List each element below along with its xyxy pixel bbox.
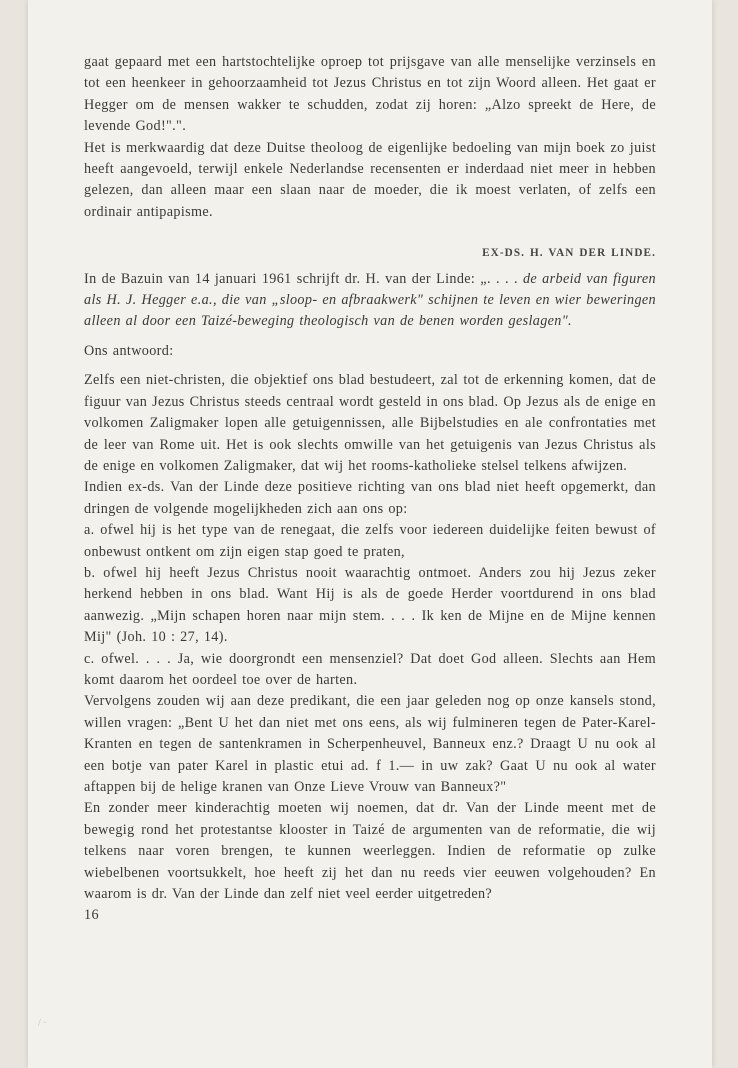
quote-italic: de arbeid van figuren als H. J. Hegger e.a., die van „sloop- en afbraakwerk" schijnen te leven en wier beweringen alleen al door een Taizé-beweging theologisch van de benen worden geslagen". — [84, 270, 656, 330]
list-item: c. ofwel. . . . Ja, wie doorgrondt een mensenziel? Dat doet God alleen. Slechts aan Hem komt daarom het oordeel toe over de harten. — [84, 650, 656, 688]
paragraph: Vervolgens zouden wij aan deze predikant, die een jaar geleden nog op onze kansels stond, willen vragen: „Bent U het dan niet met ons eens, als wij fulmineren tegen de Pater-Karel-Kranten en tegen de santenkramen in Scherpenheuvel, Banneux enz.? Draagt U nu ook al een botje van pater Karel in plastic etui ad. f 1.— in uw zak? Gaat U nu ook al water aftappen bij de helige kranen van Onze Lieve Vrouw van Banneux?" — [84, 693, 656, 795]
page-content — [84, 52, 656, 927]
quote-intro: In de Bazuin van 14 januari 1961 schrijft dr. H. van der Linde: „. . . . — [84, 270, 523, 287]
answer-label: Ons antwoord: — [84, 342, 174, 359]
list-item: a. ofwel hij is het type van de renegaat, die zelfs voor iedereen duidelijke feiten bewust of onbewust ontkent om zijn eigen stap goed te praten, — [84, 522, 656, 560]
quote-paragraph — [84, 269, 656, 333]
paragraph: gaat gepaard met een hartstochtelijke oproep tot prijsgave van alle menselijke verzinsels en tot een heenkeer in gehoorzaamheid tot Jezus Christus en tot zijn Woord alleen. Het gaat er Hegger om de mensen wakker te schudden, zodat zij horen: „Alzo spreekt de Here, de levende God!".". — [84, 54, 656, 135]
paragraph: Het is merkwaardig dat deze Duitse theoloog de eigenlijke bedoeling van mijn boek zo juist heeft aangevoeld, terwijl enkele Nederlandse recensenten er inderdaad niet meer in hebben gelezen, dan alleen maar een slaan naar de moeder, die ik moest verlaten, of zelfs een ordinair antipapisme. — [84, 139, 656, 220]
paragraph: Zelfs een niet-christen, die objektief ons blad bestudeert, zal tot de erkenning komen, dat de figuur van Jezus Christus steeds centraal wordt gesteld in ons blad. Op Jezus als de enige en volkomen Zaligmaker lopen alle getuigennissen, alle Bijbelstudies en ale confrontaties met de leer van Rome uit. Het is ook slechts omwille van het getuigenis van Jezus Christus als de enige en volkomen Zaligmaker, dat wij het rooms-katholieke stelsel telkens afwijzen. — [84, 372, 656, 474]
paragraph: Indien ex-ds. Van der Linde deze positieve richting van ons blad niet heeft opgemerkt, dan dringen de volgende mogelijkheden zich aan ons op: — [84, 479, 656, 517]
book-page — [28, 0, 712, 1068]
paragraph: En zonder meer kinderachtig moeten wij noemen, dat dr. Van der Linde meent met de bewegig rond het protestantse klooster in Taizé de argumenten van de reformatie, die wij telkens naar voren brengen, te kunnen weerleggen. Indien de reformatie op zulke wiebelbenen voortsukkelt, hoe heeft zij het dan nu reeds vier eeuwen volgehouden? En waarom is dr. Van der Linde dan zelf niet veel eerder uitgetreden? — [84, 800, 656, 903]
page-number: 16 — [84, 907, 99, 924]
scan-mark: / · — [38, 1018, 47, 1029]
section-heading: EX-DS. H. VAN DER LINDE. — [482, 247, 656, 260]
list-item: b. ofwel hij heeft Jezus Christus nooit waarachtig ontmoet. Anders zou hij Jezus zeker herkend hebben in ons blad. Want Hij is als de goede Herder voortdurend in ons blad aanwezig. „Mijn schapen horen naar mijn stem. . . . Ik ken de Mijne en de Mijne kennen Mij" (Joh. 10 : 27, 14). — [84, 564, 656, 646]
